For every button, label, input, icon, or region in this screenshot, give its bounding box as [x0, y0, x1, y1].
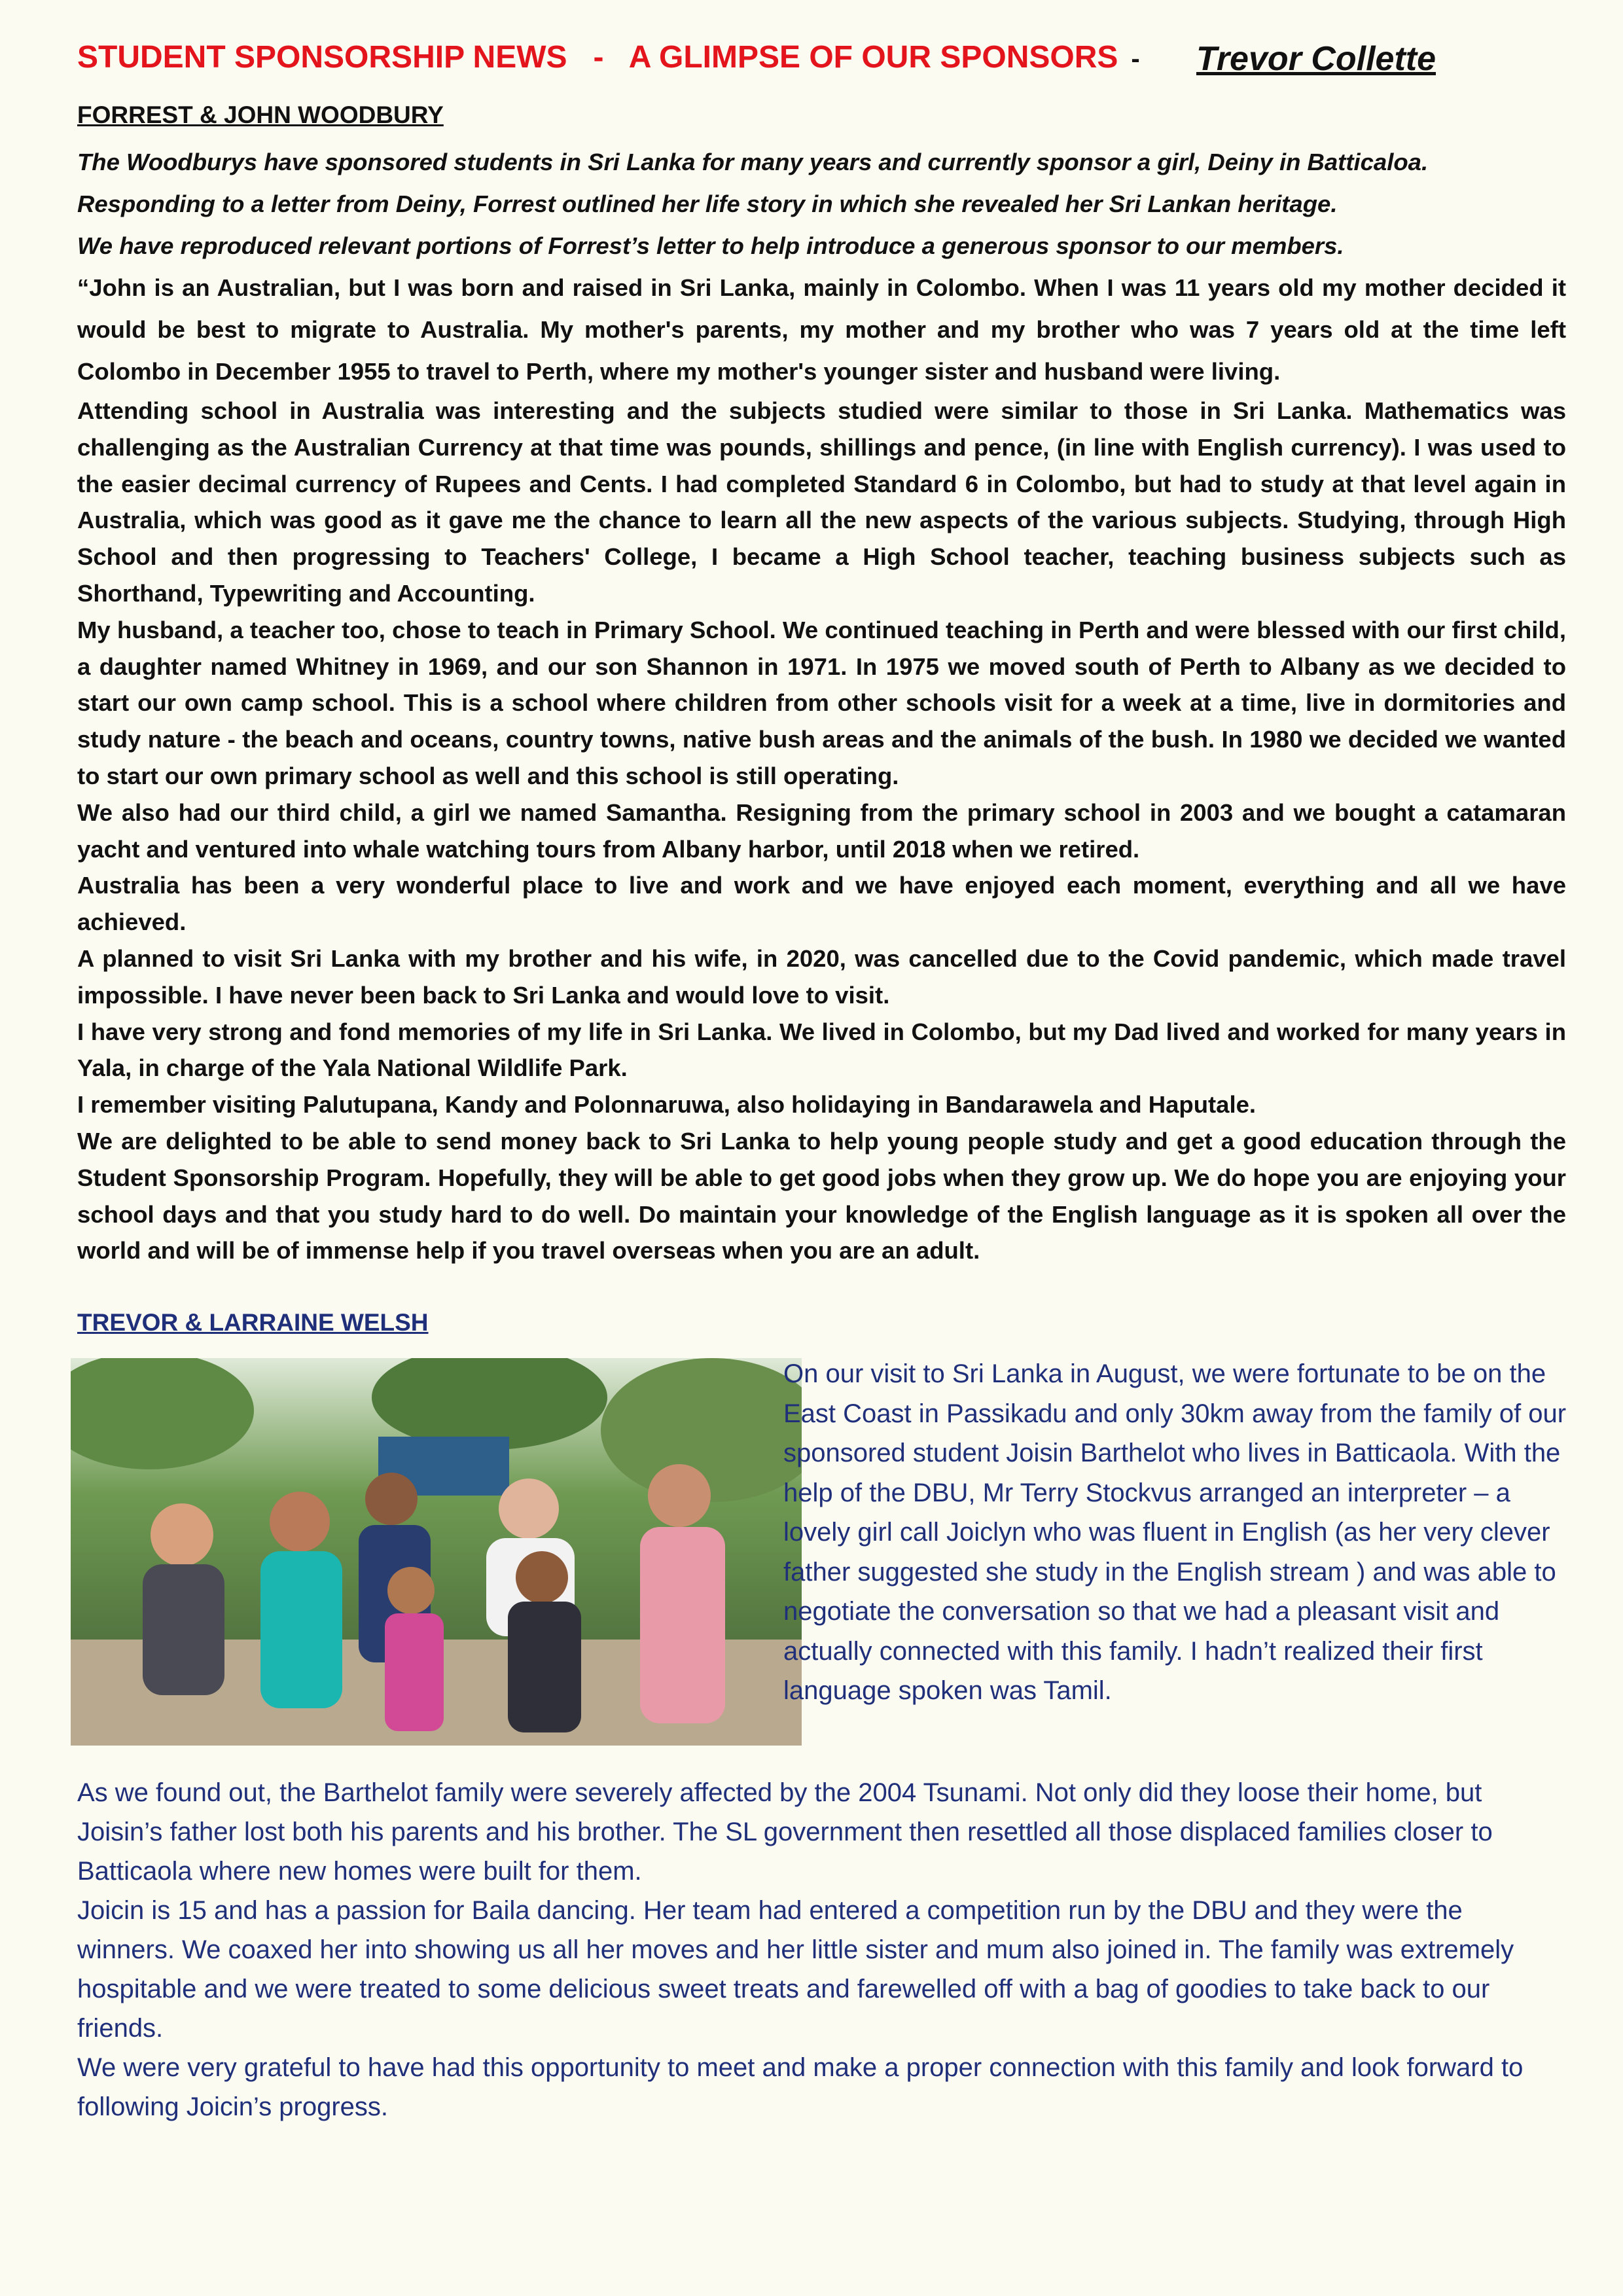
story-paragraph: As we found out, the Barthelot family were severely affected by the 2004 Tsunami. Not only did they loose their home, but Joisin’s father lost both his parents and his brother. The SL government then resettled all those displaced families closer to Batticaola where new homes were built for them. [77, 1778, 1493, 1886]
letter-paragraph: Attending school in Australia was interesting and the subjects studied were similar to those in Sri Lanka. Mathematics was challenging as the Australian Currency at that time was pounds, shillings and pence, (in line with English currency). I was used to the easier decimal currency of Rupees and Cents. I had completed Standard 6 in Colombo, but had to study at that level again in Australia, which was good as it gave me the chance to learn all the new aspects of the various subjects. Studying, through High School and then progressing to Teachers' College, I became a High School teacher, teaching business subjects such as Shorthand, Typewriting and Accounting. [77, 397, 1566, 607]
author-name: Trevor Collette [1196, 40, 1436, 78]
section-heading-welsh: TREVOR & LARRAINE WELSH [77, 1309, 429, 1336]
letter-paragraph: “John is an Australian, but I was born and raised in Sri Lanka, mainly in Colombo. When I was 11 years old my mother decided it would be best to migrate to Australia. My mother's parents, my mother and my brother who was 7 years old at the time left Colombo in December 1955 to travel to Perth, where my mother's younger sister and husband were living. [77, 274, 1566, 385]
letter-paragraph: We are delighted to be able to send money back to Sri Lanka to help young people study and get a good education through the Student Sponsorship Program. Hopefully, they will be able to get good jobs when they grow up. We do hope you are enjoying your school days and that you study hard to do well. Do maintain your knowledge of the English language as it is spoken all over the world and will be of immense help if you travel overseas when you are an adult. [77, 1127, 1566, 1265]
intro-line: The Woodburys have sponsored students in Sri Lanka for many years and currently sponsor a girl, Deiny in Batticaloa. [77, 149, 1429, 175]
letter-paragraph: Australia has been a very wonderful place to live and work and we have enjoyed each moment, everything and all we have achieved. [77, 872, 1566, 936]
welsh-story [77, 1773, 1566, 2126]
intro-line: Responding to a letter from Deiny, Forrest outlined her life story in which she revealed her Sri Lankan heritage. [77, 190, 1338, 217]
family-photo-illustration [71, 1358, 802, 1746]
newsletter-title: STUDENT SPONSORSHIP NEWS - A GLIMPSE OF OUR SPONSORS [77, 40, 1118, 75]
story-paragraph: We were very grateful to have had this opportunity to meet and make a proper connection with this family and look forward to following Joicin’s progress. [77, 2053, 1524, 2122]
letter-paragraph: We also had our third child, a girl we named Samantha. Resigning from the primary school in 2003 and we bought a catamaran yacht and ventured into whale watching tours from Albany harbor, until 2018 when we retired. [77, 798, 1566, 863]
letter-paragraph: I have very strong and fond memories of my life in Sri Lanka. We lived in Colombo, but my Dad lived and worked for many years in Yala, in charge of the Yala National Wildlife Park. [77, 1018, 1566, 1082]
family-group-photo [71, 1358, 802, 1746]
visit-description [783, 1354, 1572, 1711]
visit-paragraph: On our visit to Sri Lanka in August, we were fortunate to be on the East Coast in Passikadu and only 30km away from the family of our sponsored student Joisin Barthelot who lives in Batticaola. With the help of the DBU, Mr Terry Stockvus arranged an interpreter – a lovely girl call Joiclyn who was fluent in English (as her very clever father suggested she study in the English stream ) and was able to negotiate the conversation so that we had a pleasant visit and actually connected with this family. I hadn’t realized their first language spoken was Tamil. [783, 1359, 1567, 1706]
page-header [77, 39, 1566, 92]
intro-line: We have reproduced relevant portions of Forrest’s letter to help introduce a generous sponsor to our members. [77, 232, 1344, 259]
header-separator: - [1131, 45, 1140, 73]
woodbury-intro [77, 141, 1566, 267]
photo-and-text [77, 1358, 1566, 1770]
story-paragraph: Joicin is 15 and has a passion for Baila dancing. Her team had entered a competition run by the DBU and they were the winners. We coaxed her into showing us all her moves and her little sister and mum also joined in. The family was extremely hospitable and we were treated to some delicious sweet treats and farewelled off with a bag of goodies to take back to our friends. [77, 1896, 1514, 2043]
section-heading-woodbury: FORREST & JOHN WOODBURY [77, 101, 444, 128]
newsletter-page [77, 39, 1566, 2126]
woodbury-letter [77, 267, 1566, 1269]
letter-paragraph: My husband, a teacher too, chose to teach in Primary School. We continued teaching in Perth and were blessed with our first child, a daughter named Whitney in 1969, and our son Shannon in 1971. In 1975 we moved south of Perth to Albany as we decided to start our own camp school. This is a school where children from other schools visit for a week at a time, live in dormitories and study nature - the beach and oceans, country towns, native bush areas and the animals of the bush. In 1980 we decided we wanted to start our own primary school as well and this school is still operating. [77, 616, 1566, 789]
letter-paragraph: I remember visiting Palutupana, Kandy and Polonnaruwa, also holidaying in Bandarawela and Haputale. [77, 1091, 1257, 1119]
letter-paragraph: A planned to visit Sri Lanka with my brother and his wife, in 2020, was cancelled due to the Covid pandemic, which made travel impossible. I have never been back to Sri Lanka and would love to visit. [77, 944, 1566, 1009]
